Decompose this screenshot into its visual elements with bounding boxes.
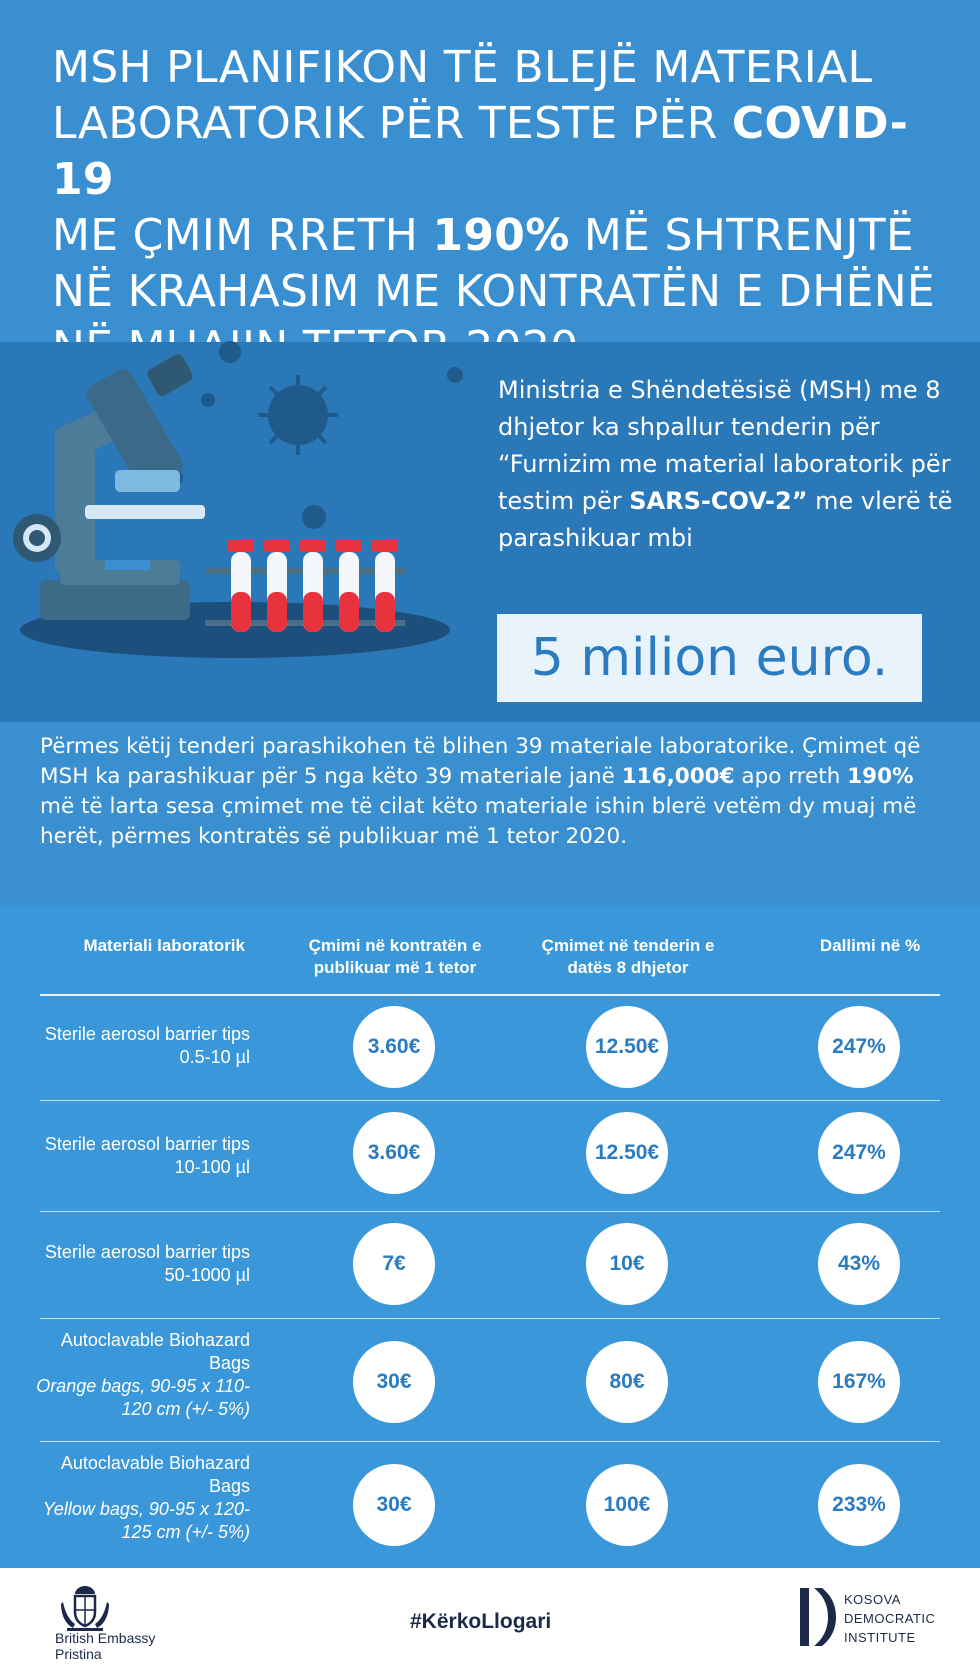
header-contract-price: Çmimi në kontratën e publikuar më 1 tetor: [308, 936, 482, 977]
tender-price-badge: 80€: [586, 1341, 668, 1423]
test-tube-icon: [264, 540, 290, 632]
summary-paragraph: Përmes këtij tenderi parashikohen të blihen 39 materiale laboratorike. Çmimet që MSH ka parashikuar për 5 nga këto 39 materiale janë 116,000€ apo rreth 190% më të larta sesa çmimet me të cilat këto materiale ishin blerë vetëm dy muaj më herët, përmes kontratës së publikuar më 1 tetor 2020.: [40, 734, 921, 849]
contract-price-badge: 7€: [353, 1223, 435, 1305]
contract-price-badge: 3.60€: [353, 1112, 435, 1194]
headline-line-4: NË KRAHASIM ME KONTRATËN E DHËNË: [52, 266, 936, 317]
british-embassy-logo: British Embassy Pristina: [55, 1630, 156, 1662]
contract-price-badge: 30€: [353, 1464, 435, 1546]
header-difference: Dallimi në %: [819, 936, 921, 955]
test-tube-icon: [300, 540, 326, 632]
difference-badge: 247%: [818, 1112, 900, 1194]
difference-badge: 43%: [818, 1223, 900, 1305]
row-material-name: Sterile aerosol barrier tips 10-100 µl: [44, 1134, 250, 1177]
row-material-name: Autoclavable Biohazard Bags Orange bags, 90-95 x 110-120 cm (+/- 5%): [36, 1330, 250, 1419]
headline-percent: 190%: [432, 210, 570, 261]
tender-amount: 5 milion euro.: [497, 614, 922, 702]
tender-price-badge: 12.50€: [586, 1006, 668, 1088]
difference-badge: 167%: [818, 1341, 900, 1423]
test-tube-rack: [205, 540, 405, 632]
virus-icon: [258, 375, 338, 455]
row-material-name: Autoclavable Biohazard Bags Yellow bags, 90-95 x 120-125 cm (+/- 5%): [42, 1453, 250, 1542]
contract-price-badge: 3.60€: [353, 1006, 435, 1088]
table-row: [0, 1319, 980, 1439]
difference-badge: 233%: [818, 1464, 900, 1546]
footer: [0, 1568, 980, 1673]
intro-text: Ministria e Shëndetësisë (MSH) me 8 dhjetor ka shpallur tenderin për “Furnizim me material laboratorik për testim për SARS-COV-2” me vlerë të parashikuar mbi: [498, 376, 953, 552]
microscope-icon: [13, 352, 205, 620]
headline-line-1: MSH PLANIFIKON TË BLEJË MATERIAL: [52, 42, 873, 93]
kdi-logo-text: KOSOVA DEMOCRATIC INSTITUTE: [844, 1592, 936, 1645]
kdi-logo-icon: [800, 1586, 836, 1648]
header-material: Materiali laboratorik: [83, 936, 245, 955]
hashtag: #KërkoLlogari: [410, 1610, 552, 1633]
tender-price-badge: 12.50€: [586, 1112, 668, 1194]
headline-line-3: ME ÇMIM RRETH 190% MË SHTRENJTË: [52, 210, 915, 261]
row-material-detail: Yellow bags, 90-95 x 120-125 cm (+/- 5%): [42, 1499, 250, 1542]
table-row: [0, 1101, 980, 1205]
intro-sars-cov-2: SARS-COV-2”: [629, 487, 808, 515]
tender-price-badge: 100€: [586, 1464, 668, 1546]
header-tender-price: Çmimet në tenderin e datës 8 dhjetor: [541, 936, 715, 977]
contract-price-badge: 30€: [353, 1341, 435, 1423]
price-table: [0, 905, 980, 1568]
row-material-name: Sterile aerosol barrier tips 0.5-10 µl: [44, 1024, 250, 1067]
row-material-name: Sterile aerosol barrier tips 50-1000 µl: [44, 1242, 250, 1285]
difference-badge: 247%: [818, 1006, 900, 1088]
test-tube-icon: [336, 540, 362, 632]
table-row: [0, 1212, 980, 1316]
headline-covid: COVID-19: [52, 98, 909, 205]
royal-crest-icon: [55, 1582, 115, 1632]
row-material-detail: Orange bags, 90-95 x 110-120 cm (+/- 5%): [36, 1376, 250, 1419]
headline: [52, 40, 952, 376]
microscope-illustration: [0, 330, 470, 700]
headline-line-2: LABORATORIK PËR TESTE PËR COVID-19: [52, 98, 909, 205]
test-tube-icon: [228, 540, 254, 632]
table-row: [0, 1442, 980, 1566]
table-row: [0, 995, 980, 1099]
test-tube-icon: [372, 540, 398, 632]
tender-price-badge: 10€: [586, 1223, 668, 1305]
